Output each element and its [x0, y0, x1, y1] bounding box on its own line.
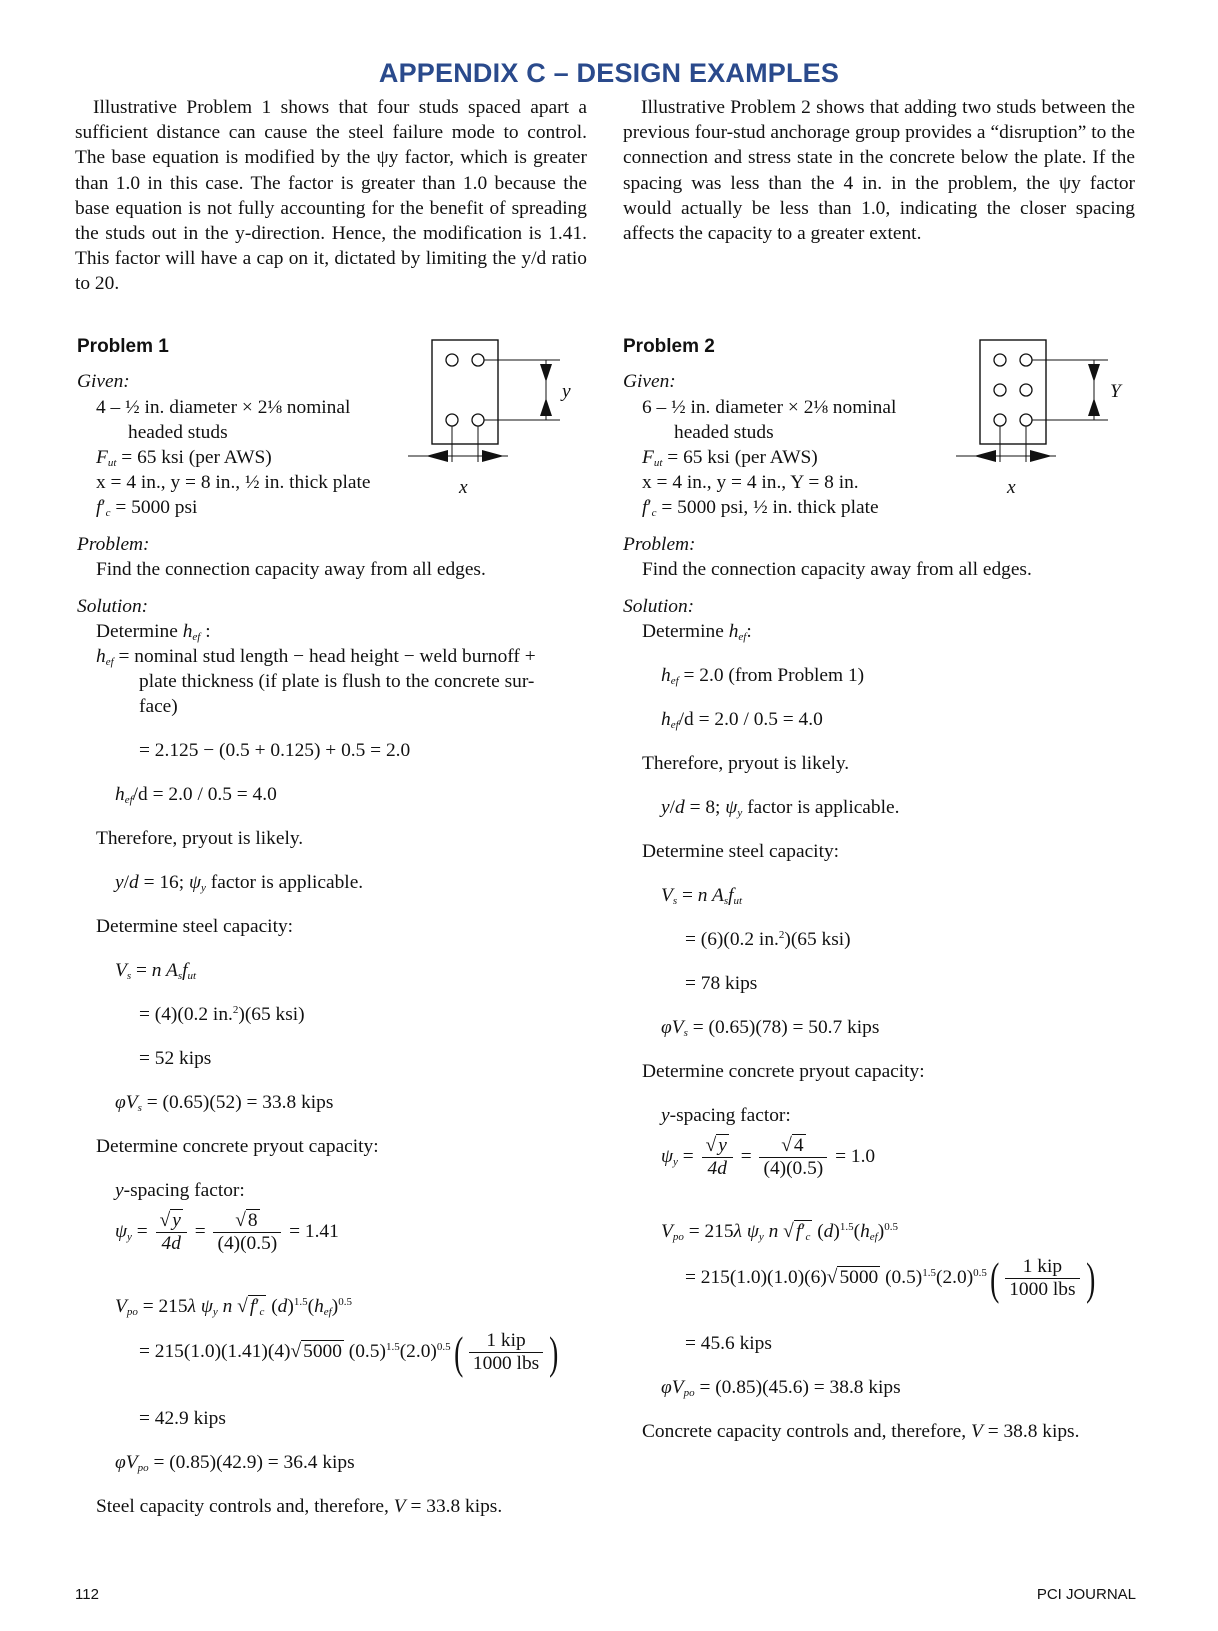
p2-conclusion: Concrete capacity controls and, therefore, V = 38.8 kips. — [642, 1421, 1080, 1442]
p1-vs-calc-2: = 52 kips — [139, 1048, 212, 1069]
p1-fig-y-label: y — [562, 381, 571, 402]
p1-problem-text: Find the connection capacity away from all edges. — [96, 559, 486, 580]
p1-fig-x-label: x — [459, 477, 468, 498]
p2-phi-vpo: $\varphi V_{po} = (0.85)(45.6) = 38.8$ kips — [661, 1377, 901, 1399]
p2-given-1: 6 – ½ in. diameter × 2⅛ nominal — [642, 397, 897, 418]
page-title: APPENDIX C – DESIGN EXAMPLES — [378, 58, 840, 88]
problem-2-title: Problem 2 — [623, 336, 715, 357]
p1-det-steel: Determine steel capacity: — [96, 916, 294, 937]
p2-vpo-calc: = 215(1.0)(1.0)(6)√ 5000 $(0.5)^{1.5}(2.0)^{0.5}$( $\frac{\text{1 kip}}{\text{1000 lbs}}$ ) — [685, 1252, 1095, 1304]
p2-given-label: Given: — [623, 371, 676, 392]
p1-hef-def-2: plate thickness (if plate is flush to the concrete sur- — [139, 671, 535, 692]
p1-vpo-result: = 42.9 kips — [139, 1408, 226, 1429]
p1-given-5: $f'_c = 5000$ psi — [96, 497, 198, 519]
p1-given-2: headed studs — [128, 422, 228, 443]
p2-vpo-eq: $V_{po} = 215\lambda$ $\psi_y$ n √ $f'_c$ $(d)^{1.5}(h_{ef})^{0.5}$ — [661, 1221, 898, 1243]
p2-psi-y-eq: $\psi_y$ = $\frac{√ y}{4d}$ = $\frac{√ 4}{(4)(0.5)}$ = 1.0 — [661, 1135, 876, 1179]
p2-stud-layout-figure — [948, 336, 1128, 496]
p2-det-conc: Determine concrete pryout capacity: — [642, 1061, 925, 1082]
p1-given-label: Given: — [77, 371, 130, 392]
p1-problem-label: Problem: — [77, 534, 150, 555]
p1-given-4: x = 4 in., y = 8 in., ½ in. thick plate — [96, 472, 371, 493]
p1-given-3: $F_{ut} = 65$ ksi (per AWS) — [96, 447, 272, 469]
intro-left-text: Illustrative Problem 1 shows that four studs spaced apart a sufficient distance can cause the steel failure mode to control. The base equation is modified by the ψy factor, which is greater than 1.0 in this case. The factor is greater than 1.0 because the base equation is not fully accounting for the benefit of spreading the studs out in the y-direction. Hence, the modification is 1.41. This factor will have a cap on it, dictated by limiting the y/d ratio to 20. — [75, 97, 587, 295]
p1-vpo-eq: $V_{po} = 215\lambda$ $\psi_y$ n √ $f'_c$ $(d)^{1.5}(h_{ef})^{0.5}$ — [115, 1296, 352, 1318]
p1-det-hef: Determine $h_{ef}$ : — [96, 621, 211, 643]
p2-phi-vs: $\varphi V_s = (0.65)(78) = 50.7$ kips — [661, 1017, 880, 1039]
p1-stud-layout-figure — [400, 336, 580, 496]
p2-det-steel: Determine steel capacity: — [642, 841, 840, 862]
p2-given-4: x = 4 in., y = 4 in., Y = 8 in. — [642, 472, 859, 493]
p1-det-conc: Determine concrete pryout capacity: — [96, 1136, 379, 1157]
p2-given-5: $f'_c = 5000$ psi, ½ in. thick plate — [642, 497, 879, 519]
p2-given-2: headed studs — [674, 422, 774, 443]
p2-fig-x-label: x — [1007, 477, 1016, 498]
intro-left — [75, 95, 587, 297]
p1-given-1: 4 – ½ in. diameter × 2⅛ nominal — [96, 397, 351, 418]
p1-conclusion: Steel capacity controls and, therefore, V = 33.8 kips. — [96, 1496, 503, 1517]
problem-1-title: Problem 1 — [77, 336, 169, 357]
p2-det-hef: Determine $h_{ef}$: — [642, 621, 752, 643]
p2-vs-calc-1: = (6)(0.2 in.$^2$)(65 ksi) — [685, 929, 851, 950]
intro-right — [623, 95, 1135, 246]
p2-problem-text: Find the connection capacity away from all edges. — [642, 559, 1032, 580]
page-number: 112 — [75, 1586, 99, 1603]
journal-name: PCI JOURNAL — [1036, 1586, 1136, 1603]
p1-solution-label: Solution: — [77, 596, 149, 617]
p2-hef-val: $h_{ef} = 2.0$ (from Problem 1) — [661, 665, 865, 687]
p2-given-3: $F_{ut} = 65$ ksi (per AWS) — [642, 447, 818, 469]
p1-hef-def-3: face) — [139, 696, 178, 717]
p1-phi-vs: $\varphi V_s = (0.65)(52) = 33.8$ kips — [115, 1092, 334, 1114]
p2-hef-d: $h_{ef}/d = 2.0 / 0.5 = 4.0$ — [661, 709, 823, 731]
p1-psi-y-eq: $\psi_y$ = $\frac{√ y}{4d}$ = $\frac{√ 8}{(4)(0.5)}$ = 1.41 — [115, 1210, 339, 1254]
intro-right-text: Illustrative Problem 2 shows that adding two studs between the previous four-stud anchorage group provides a “disruption” to the connection and stress state in the concrete below the plate. If the spacing was less than the 4 in. in the problem, the ψy factor would actually be less than 1.0, indicating the closer spacing affects the capacity to a greater extent. — [623, 97, 1135, 245]
p2-y-d: y/d = 8; $\psi_y$ factor is applicable. — [661, 797, 900, 819]
p2-vs-calc-2: = 78 kips — [685, 973, 758, 994]
p1-hef-calc: = 2.125 − (0.5 + 0.125) + 0.5 = 2.0 — [139, 740, 411, 761]
p1-vs-calc-1: = (4)(0.2 in.$^2$)(65 ksi) — [139, 1004, 305, 1025]
p2-solution-label: Solution: — [623, 596, 695, 617]
p2-vs-eq: $V_s = n$ $A_sf_{ut}$ — [661, 885, 743, 907]
p2-problem-label: Problem: — [623, 534, 696, 555]
p1-pryout: Therefore, pryout is likely. — [96, 828, 304, 849]
p1-y-spacing: y-spacing factor: — [115, 1180, 245, 1201]
p1-hef-d: $h_{ef}/d = 2.0 / 0.5 = 4.0$ — [115, 784, 277, 806]
p2-vpo-result: = 45.6 kips — [685, 1333, 772, 1354]
p2-fig-y-label: Y — [1110, 381, 1121, 402]
p1-hef-def-1: $h_{ef}$ = nominal stud length − head height − weld burnoff + — [96, 646, 536, 668]
p1-vs-eq: $V_s = n$ $A_sf_{ut}$ — [115, 960, 197, 982]
p1-y-d: y/d = 16; $\psi_y$ factor is applicable. — [115, 872, 364, 894]
p2-y-spacing: y-spacing factor: — [661, 1105, 791, 1126]
p2-pryout: Therefore, pryout is likely. — [642, 753, 850, 774]
p1-phi-vpo: $\varphi V_{po} = (0.85)(42.9) = 36.4$ kips — [115, 1452, 355, 1474]
p1-vpo-calc: = 215(1.0)(1.41)(4)√ 5000 $(0.5)^{1.5}(2.0)^{0.5}$( $\frac{\text{1 kip}}{\text{1000 lbs}}$ ) — [139, 1326, 559, 1378]
